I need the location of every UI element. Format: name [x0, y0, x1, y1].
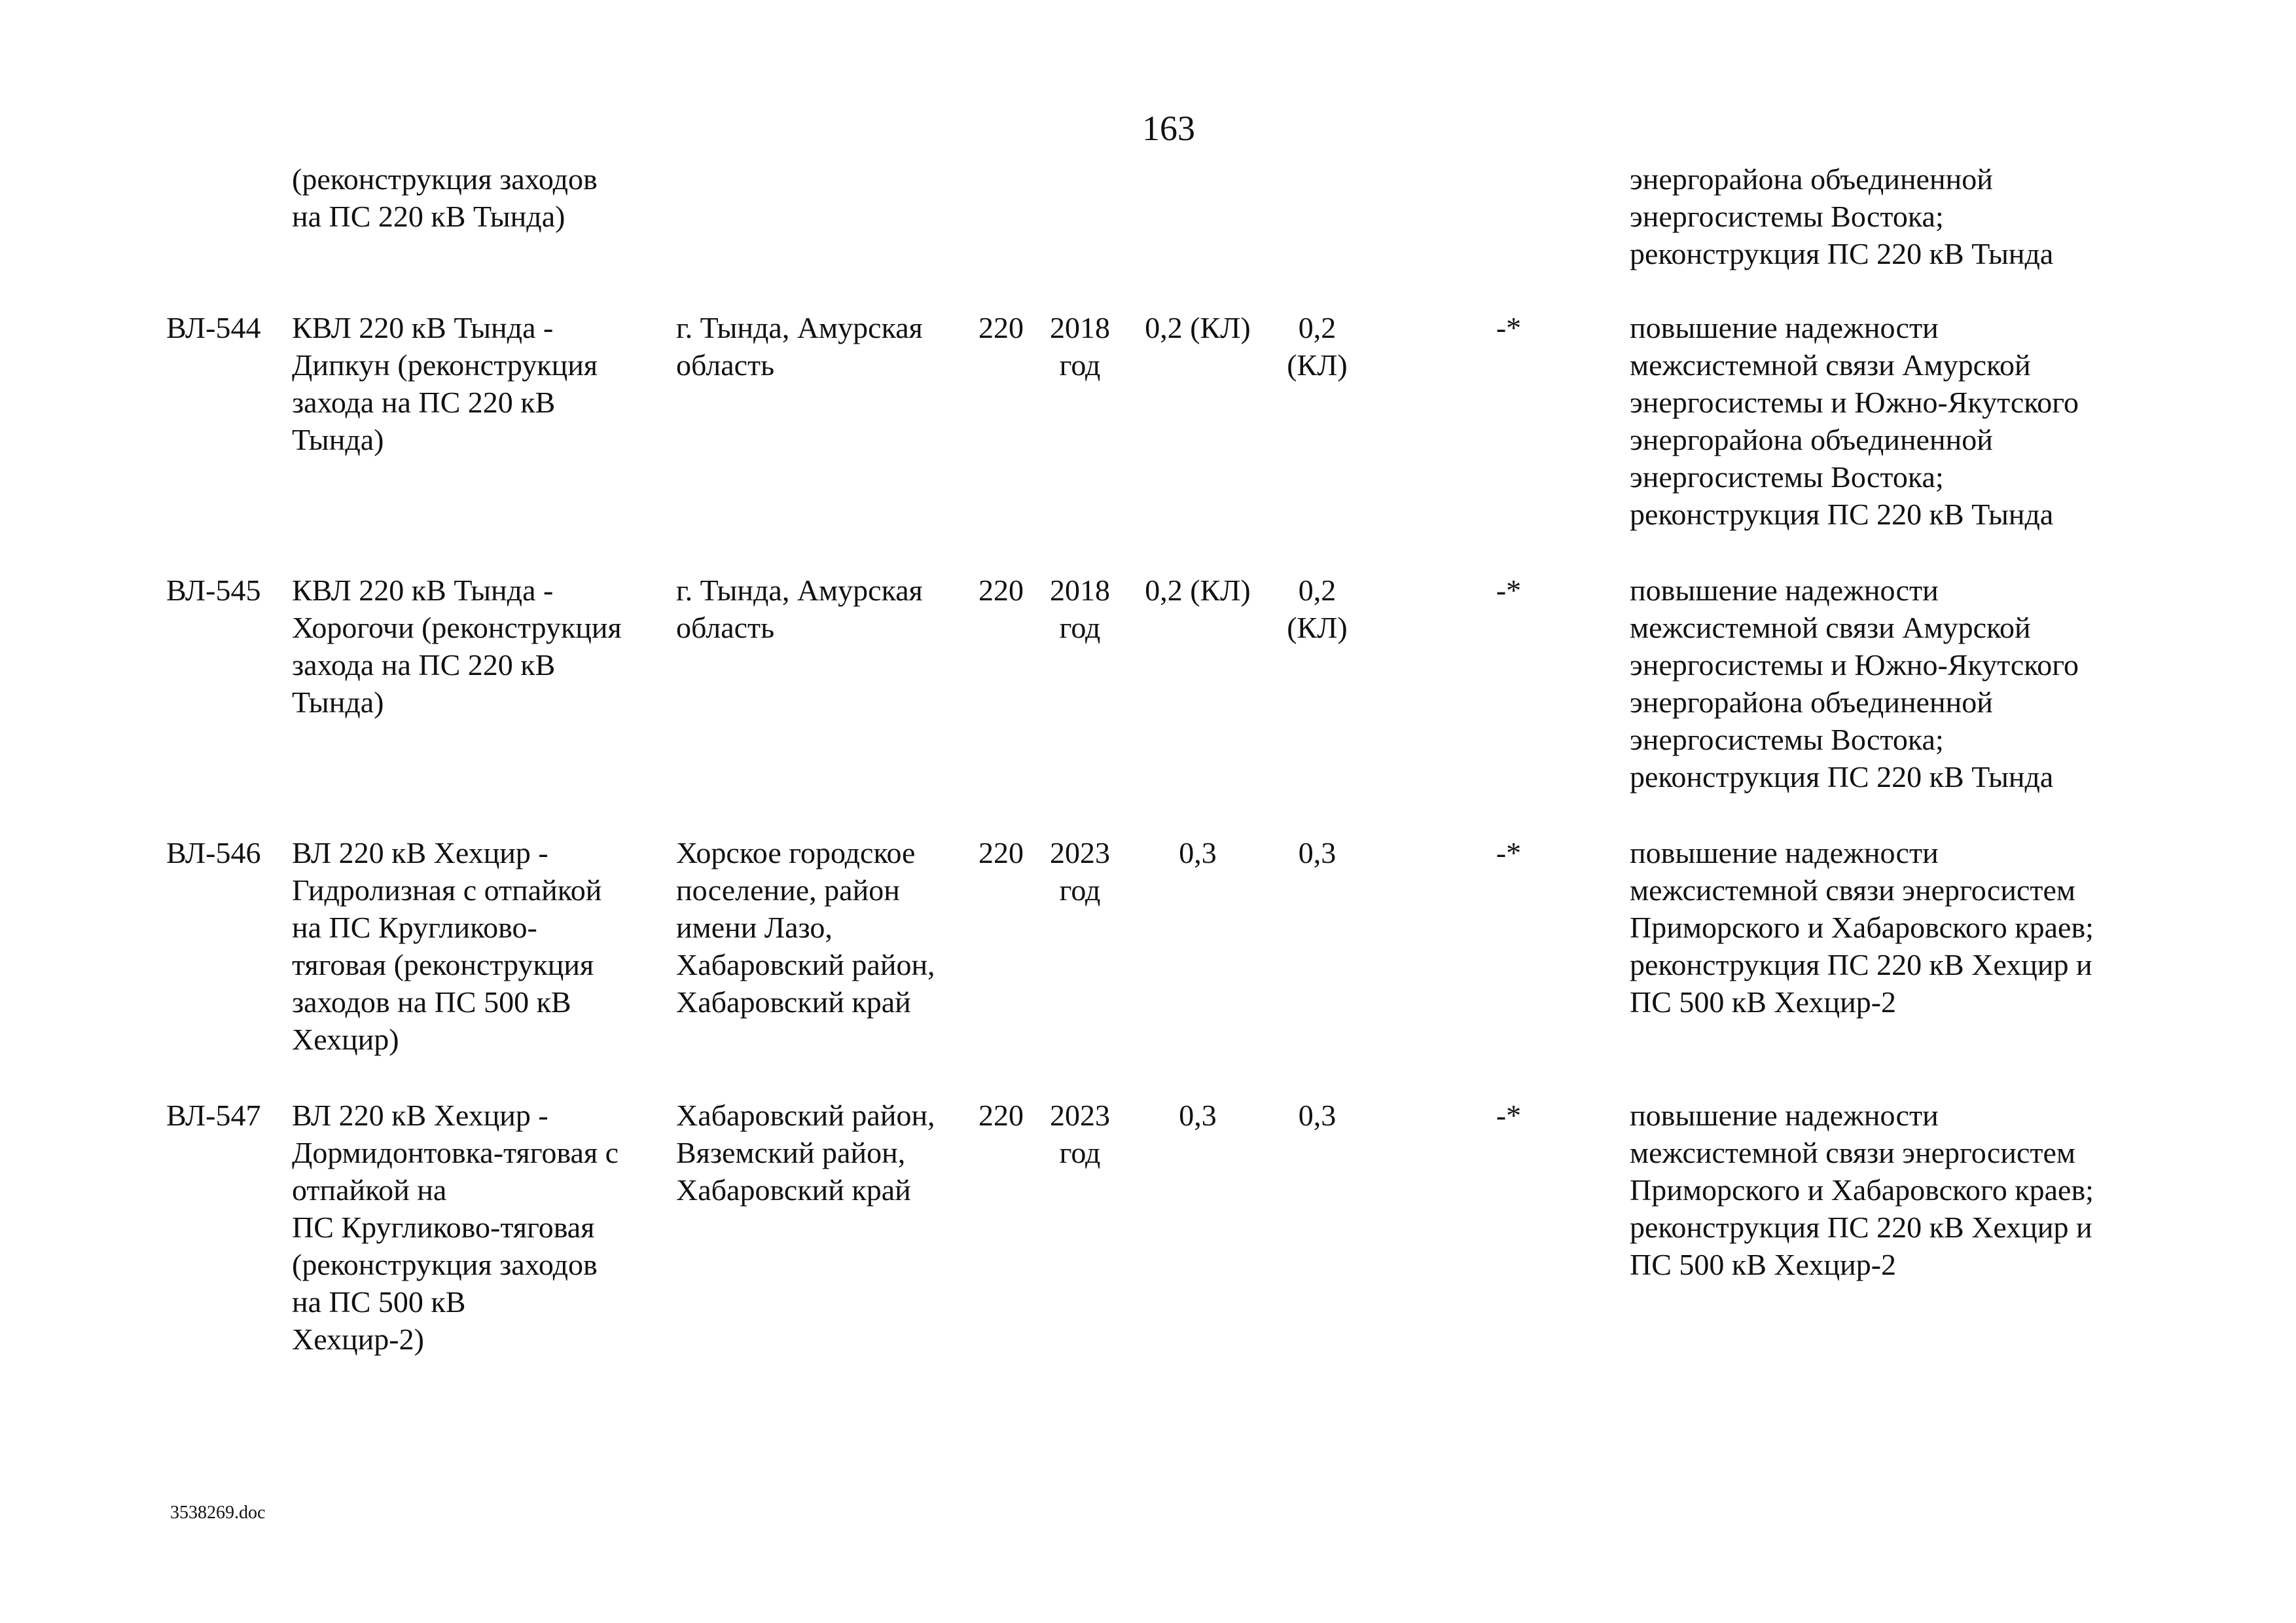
row-name: ВЛ 220 кВ Хехцир - Дормидонтовка-тяговая с отпайкой на ПС Кругликово-тяговая (реконструкция заходов на ПС 500 кВ Хехцир-2)	[292, 1099, 619, 1356]
row-cost: -*	[1496, 836, 1522, 869]
row-location: Хабаровский район, Вяземский район, Хабаровский край	[676, 1099, 935, 1207]
continuation-purpose: энергорайона объединенной энергосистемы Востока; реконструкция ПС 220 кВ Тында	[1630, 162, 2054, 270]
row-purpose: повышение надежности межсистемной связи энергосистем Приморского и Хабаровского краев; реконструкция ПС 220 кВ Хехцир и ПС 500 кВ Хехцир-2	[1630, 836, 2094, 1019]
row-name: ВЛ 220 кВ Хехцир - Гидролизная с отпайкой на ПС Кругликово- тяговая (реконструкция заходов на ПС 500 кВ Хехцир)	[292, 836, 602, 1056]
row-name: КВЛ 220 кВ Тында - Дипкун (реконструкция захода на ПС 220 кВ Тында)	[292, 311, 598, 456]
row-length-2: 0,2 (КЛ)	[1287, 311, 1348, 382]
row-length-2: 0,3	[1298, 1099, 1336, 1132]
row-purpose: повышение надежности межсистемной связи Амурской энергосистемы и Южно-Якутского энергорайона объединенной энергосистемы Востока; реконструкция ПС 220 кВ Тында	[1630, 574, 2079, 793]
row-length-1: 0,3	[1179, 1099, 1217, 1132]
row-code: ВЛ-547	[166, 1099, 261, 1132]
row-year: 2023 год	[1050, 1099, 1110, 1169]
row-year: 2018 год	[1050, 311, 1110, 382]
row-voltage: 220	[978, 836, 1024, 869]
row-code: ВЛ-546	[166, 836, 261, 869]
row-code: ВЛ-544	[166, 311, 261, 344]
row-purpose: повышение надежности межсистемной связи энергосистем Приморского и Хабаровского краев; реконструкция ПС 220 кВ Хехцир и ПС 500 кВ Хехцир-2	[1630, 1099, 2094, 1281]
row-purpose: повышение надежности межсистемной связи Амурской энергосистемы и Южно-Якутского энергорайона объединенной энергосистемы Востока; реконструкция ПС 220 кВ Тында	[1630, 311, 2079, 531]
row-location: г. Тында, Амурская область	[676, 574, 923, 644]
row-length-1: 0,2 (КЛ)	[1145, 311, 1251, 344]
row-voltage: 220	[978, 574, 1024, 607]
continuation-name: (реконструкция заходов на ПС 220 кВ Тында)	[292, 162, 598, 233]
row-cost: -*	[1496, 311, 1522, 344]
row-length-1: 0,2 (КЛ)	[1145, 574, 1251, 607]
row-year: 2018 год	[1050, 574, 1110, 644]
page-number: 163	[1142, 109, 1195, 148]
document-id: 3538269.doc	[170, 1503, 266, 1523]
row-length-2: 0,3	[1298, 836, 1336, 869]
row-location: Хорское городское поселение, район имени Лазо, Хабаровский район, Хабаровский край	[676, 836, 935, 1019]
row-year: 2023 год	[1050, 836, 1110, 907]
row-voltage: 220	[978, 1099, 1024, 1132]
row-cost: -*	[1496, 574, 1522, 607]
row-length-2: 0,2 (КЛ)	[1287, 574, 1348, 644]
row-cost: -*	[1496, 1099, 1522, 1132]
row-location: г. Тында, Амурская область	[676, 311, 923, 382]
row-length-1: 0,3	[1179, 836, 1217, 869]
row-name: КВЛ 220 кВ Тында - Хорогочи (реконструкция захода на ПС 220 кВ Тында)	[292, 574, 622, 719]
row-code: ВЛ-545	[166, 574, 261, 607]
row-voltage: 220	[978, 311, 1024, 344]
